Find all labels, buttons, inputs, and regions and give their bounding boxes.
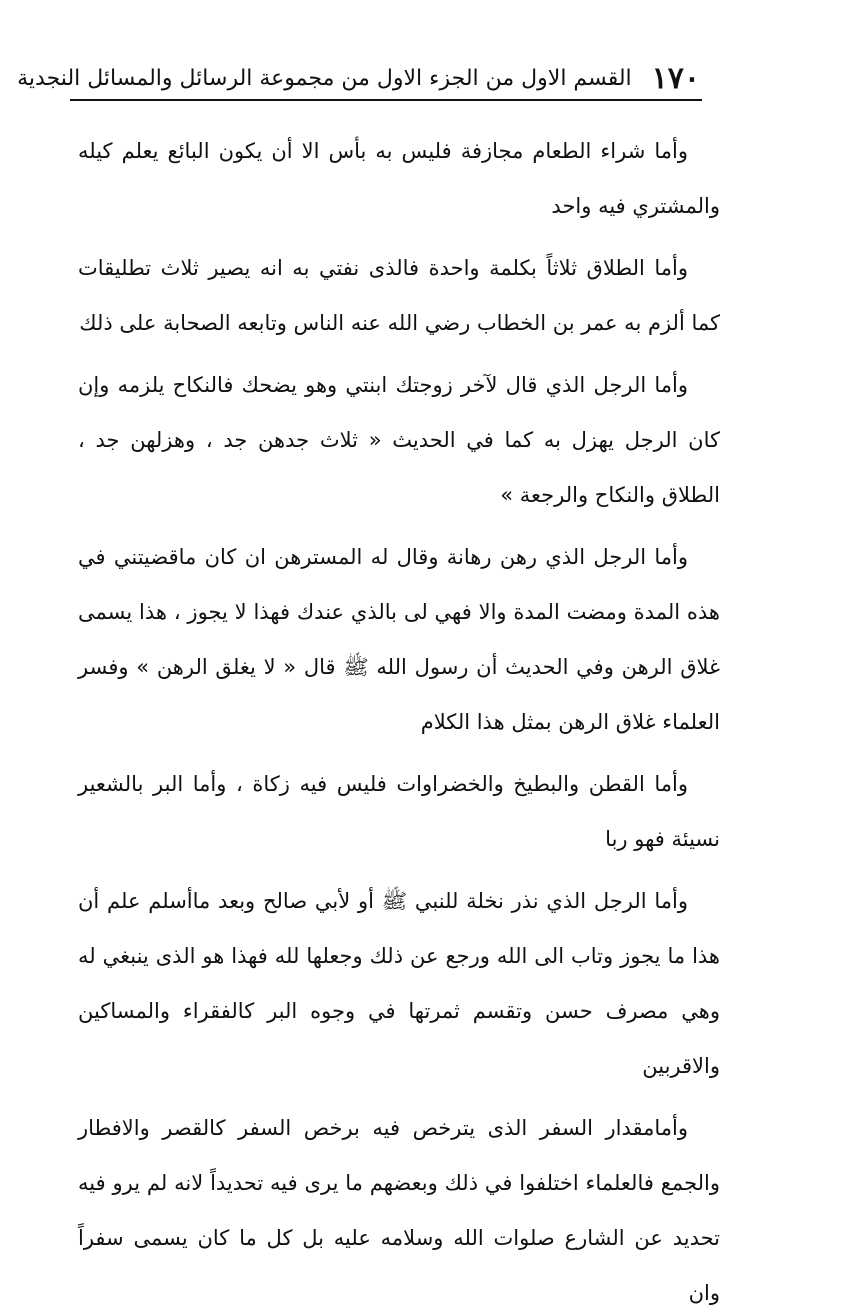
page-number: ١٧٠	[651, 61, 700, 96]
page-header	[17, 56, 700, 96]
paragraph-zakat-produce: وأما القطن والبطيخ والخضراوات فليس فيه زكاة ، وأما البر بالشعير نسيئة فهو ربا	[78, 772, 720, 851]
running-title: القسم الاول من الجزء الاول من مجموعة الرسائل والمسائل النجدية	[17, 66, 632, 91]
header-rule	[70, 99, 702, 101]
paragraph-triple-divorce: وأما الطلاق ثلاثاً بكلمة واحدة فالذى نفتي به انه يصير ثلاث تطليقات كما ألزم به عمر بن الخطاب رضي الله عنه الناس وتابعه الصحابة على ذلك	[78, 256, 720, 335]
paragraph-jest-marriage: وأما الرجل الذي قال لآخر زوجتك ابنتي وهو يضحك فالنكاح يلزمه وإن كان الرجل يهزل به كما في الحديث « ثلاث جدهن جد ، وهزلهن جد ، الطلاق والنكاح والرجعة »	[78, 373, 720, 507]
paragraph-pledge: وأما الرجل الذي رهن رهانة وقال له المسترهن ان كان ماقضيتني في هذه المدة ومضت المدة والا فهي لى بالذي عندك فهذا لا يجوز ، هذا يسمى غلاق الرهن وفي الحديث أن رسول الله ﷺ قال « لا يغلق الرهن » وفسر العلماء غلاق الرهن بمثل هذا الكلام	[78, 545, 720, 734]
paragraph-sale-of-food: وأما شراء الطعام مجازفة فليس به بأس الا أن يكون البائع يعلم كيله والمشتري فيه واحد	[78, 139, 720, 218]
paragraph-vowed-palm: وأما الرجل الذي نذر نخلة للنبي ﷺ أو لأبي صالح وبعد ماأسلم علم أن هذا ما يجوز وتاب الى الله ورجع عن ذلك وجعلها لله فهذا هو الذى ينبغي له وهي مصرف حسن وتقسم ثمرتها في وجوه البر كالفقراء والمساكين والاقربين	[78, 889, 720, 1078]
paragraph-travel-distance: وأمامقدار السفر الذى يترخص فيه برخص السفر كالقصر والافطار والجمع فالعلماء اختلفوا في ذلك وبعضهم ما يرى فيه تحديداً لانه لم يرو فيه تحديد عن الشارع صلوات الله وسلامه عليه بل كل ما كان يسمى سفراً وان	[78, 1116, 720, 1305]
body-text	[78, 124, 720, 1311]
